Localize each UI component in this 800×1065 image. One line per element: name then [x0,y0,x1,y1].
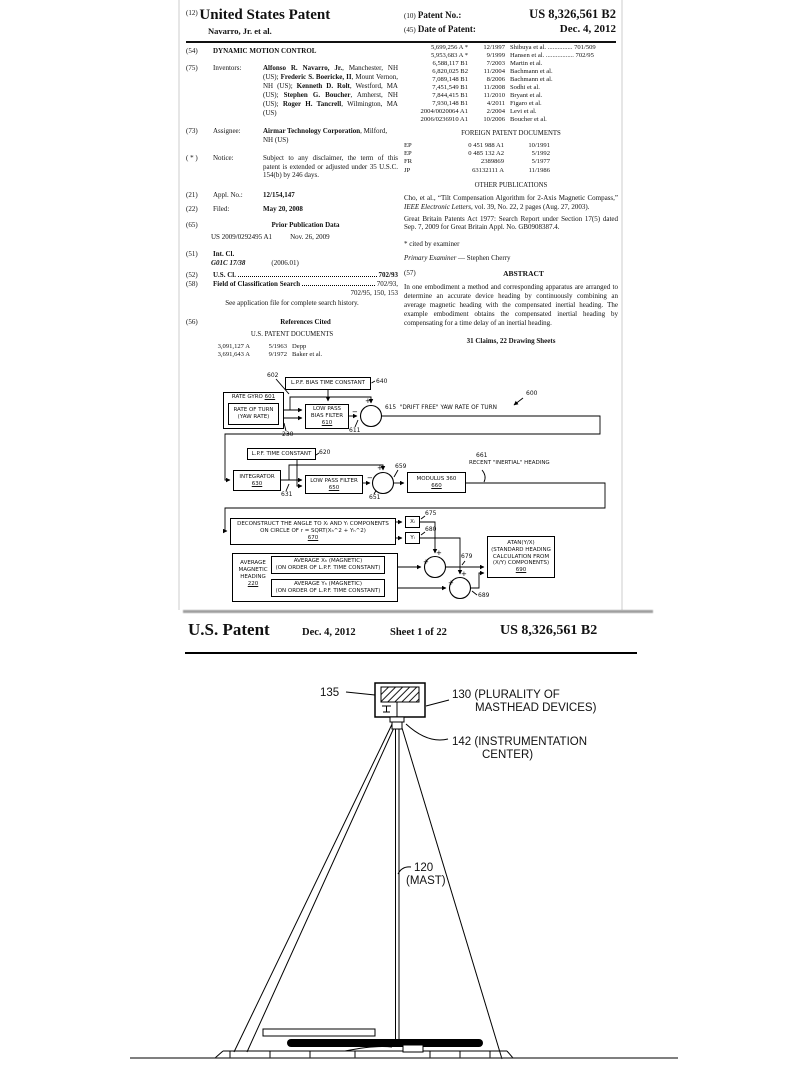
claims-line: 31 Claims, 22 Drawing Sheets [466,336,556,345]
foreign-heading: FOREIGN PATENT DOCUMENTS [461,130,561,138]
citation-row: 6,820,025 B2 11/2004 Bachmann et al. [432,68,553,76]
ref-661: 661 [476,452,488,459]
citation-row: 7,089,148 B1 8/2006 Bachmann et al. [432,76,553,84]
lpf-bias-time-constant-box: L.P.F. BIAS TIME CONSTANT [285,377,371,390]
ref-651: 651 [369,494,381,501]
svg-text:−: − [367,474,373,482]
ref-680: 680 [425,526,437,533]
header-right [404,6,616,37]
sailboat-drawing [130,655,680,1060]
prior-pub-heading: Prior Publication Data [271,221,340,230]
drift-free-label: 615 "DRIFT FREE" YAW RATE OF TURN [385,405,498,411]
notice-text: Subject to any disclaimer, the term of this patent is extended or adjusted under 35 U.S.C. 154(b) by 246 days. [263,153,398,180]
citation-row: 2006/0236910 A1 10/2006 Boucher et al. [420,116,547,124]
appl-no: 12/154,147 [263,191,295,200]
sheet-header-rule [185,652,637,654]
field-56: (56) [186,317,198,326]
field-12: (12) [186,9,198,17]
field-10: (10) [404,12,416,20]
rigging-stays [234,718,502,1059]
inventors-label: Inventors: [213,63,242,72]
foreign-row: EP 0 485 132 A2 5/1992 [404,150,550,158]
field-54: (54) [186,47,198,55]
ref-631: 631 [281,491,293,498]
cited-by-examiner-note: * cited by examiner [404,240,460,249]
citation-row: 7,930,148 B1 4/2011 Figaro et al. [432,100,542,108]
boom-solid [287,1039,483,1047]
ref-640: 640 [376,378,388,385]
citation-row: 5,953,683 A * 9/1999 Hansen et al. ................. 702/95 [430,52,594,60]
inventors-list: Alfonso R. Navarro, Jr., Manchester, NH (US); Frederic S. Boericke, II, Mount Vernon, NH (US); Kenneth D. Rolt, Westford, MA (US); Stephen G. Boucher, Amherst, NH (US); Roger H. Tancrell, Wilmington, MA (US) [263,63,398,117]
patent-number: US 8,326,561 B2 [529,7,616,21]
svg-text:+: + [436,549,442,557]
yi-box: Yᵢ [405,532,420,544]
intcl-version: (2006.01) [271,259,299,268]
other-pubs-heading: OTHER PUBLICATIONS [474,181,548,189]
usdocs-list-right [404,44,618,124]
scan-edge-right [621,0,623,610]
ref-230: 230 [282,431,294,438]
field-75: (75) [186,63,198,72]
citation-row: 5,699,256 A * 12/1997 Shibuya et al. ............... 701/509 [430,44,596,51]
xi-box: Xᵢ [405,516,420,528]
dot-leader [302,285,375,286]
svg-text:+: + [365,397,371,405]
uscl-value: 702/93 [378,271,398,280]
field-73: (73) [186,126,198,135]
intcl-row [211,259,398,268]
citation-row: 3,691,643 A 9/1972 Baker et al. [217,350,323,358]
atan-box: ATAN(Y/X) (STANDARD HEADING CALCULATION FROM (X/Y) COMPONENTS) 690 [487,536,555,578]
assignee-label: Assignee: [213,126,241,135]
masthead-box [375,683,425,717]
appl-label: Appl. No.: [213,191,243,200]
other-pub-1: Cho, et al., “Tilt Compensation Algorithm for 2-Axis Magnetic Compass,” IEEE Electronic Letters, vol. 39, No. 22, 2 pages (Aug. 27, 2003). [404,193,618,211]
block-diagram-fig6 [185,372,620,612]
deck-curve [345,1047,392,1052]
lower-spreader-bar [263,1029,375,1036]
field-22: (22) [186,205,198,214]
other-pub-2: Great Britain Patents Act 1977: Search Report under Section 17(5) dated Sep. 7, 2009 for Great Britain Appl. No. GB0908387.4. [404,214,618,232]
citation-row: 7,451,549 B1 11/2008 Sodhi et al. [432,84,540,92]
svg-text:+: + [448,579,454,587]
doc-type-title: United States Patent [199,7,331,23]
svg-text:+: + [423,558,429,566]
ref-602: 602 [267,372,279,379]
ref-679: 679 [461,553,473,560]
mast-lines [396,729,400,1047]
citation-row: 7,844,415 B1 11/2010 Bryant et al. [432,92,543,100]
ref-659: 659 [395,463,407,470]
sheet-header [180,614,640,654]
field-51: (51) [186,250,198,259]
field-57: (57) [404,269,416,278]
average-magnetic-heading-label: AVERAGE MAGNETIC HEADING 220 [238,560,268,587]
modulus-360-box: MODULUS 360 660 [407,472,466,493]
header-left [186,6,330,37]
label-130-line2: MASTHEAD DEVICES) [475,702,597,714]
abstract-text: In one embodiment a method and corresponding apparatus are arranged to determine an accurate device heading by continuously combining an average magnetic heading with the compensated inertial heading. The example embodiment obtains the compensated inertial heading by compensating for a time delay of an inertial heading. [404,282,618,327]
primary-examiner: Primary Examiner — Stephen Cherry [404,254,511,263]
label-120: 120 [414,862,434,874]
notice-label: Notice: [213,153,234,162]
svg-text:−: − [352,408,358,416]
patent-no-label: Patent No.: [417,10,462,20]
field-notice: ( * ) [186,153,198,162]
uscl-label: U.S. Cl. [213,271,236,280]
foc-value: 702/93, [376,280,398,289]
prior-pub-no: US 2009/0292495 A1 [211,233,273,242]
assignee-value: Airmar Technology Corporation, Milford, NH (US) [263,126,388,144]
low-pass-bias-filter-box: LOW PASS BIAS FILTER 610 [305,404,349,429]
front-page-header [186,6,616,43]
deck-box [403,1045,423,1052]
citation-row: 6,588,117 B1 7/2003 Martin et al. [432,60,543,68]
deconstruct-angle-box: DECONSTRUCT THE ANGLE TO Xᵢ AND Yᵢ COMPONENTS ON CIRCLE OF r = SQRT(Xₕ^2 + Yₕ^2) 670 [230,518,396,545]
svg-text:+: + [461,570,467,578]
field-45: (45) [404,26,416,34]
front-right-column [404,44,618,346]
foreign-row: EP 0 451 988 A1 10/1991 [404,142,550,149]
average-xh-box: AVERAGE Xₕ (MAGNETIC) (ON ORDER OF L.P.F. TIME CONSTANT) [271,556,385,574]
dot-leader [238,276,377,277]
masthead-hatched-device [381,687,419,702]
recent-inertial-heading-label: RECENT "INERTIAL" HEADING [469,460,550,466]
foc-label: Field of Classification Search [213,280,301,289]
date-of-patent-label: Date of Patent: [417,24,476,34]
label-135: 135 [320,687,340,699]
prior-pub-row [211,233,398,242]
average-yh-box: AVERAGE Yₕ (MAGNETIC) (ON ORDER OF L.P.F. TIME CONSTANT) [271,579,385,597]
integrator-box: INTEGRATOR 630 [233,470,281,491]
label-120-mast: (MAST) [406,875,446,887]
label-142-line1: 142 (INSTRUMENTATION [452,736,588,748]
front-left-column [186,47,398,359]
sheet-patent-no: US 8,326,561 B2 [500,623,598,638]
field-58: (58) [186,280,198,289]
ref-600: 600 [526,390,538,397]
svg-text:+: + [377,464,383,472]
foreign-list [404,142,618,175]
lpf-time-constant-box: L.P.F. TIME CONSTANT [247,448,316,460]
refs-heading: References Cited [280,317,331,326]
foc-value2: 702/95, 150, 153 [350,289,398,298]
field-52: (52) [186,271,198,280]
ref-611: 611 [349,427,361,434]
field-21: (21) [186,191,198,200]
low-pass-filter-box: LOW PASS FILTER 650 [305,475,363,494]
prior-pub-date: Nov. 26, 2009 [290,233,330,242]
usdocs-heading: U.S. PATENT DOCUMENTS [250,330,334,338]
sheet-number: Sheet 1 of 22 [390,627,447,638]
inventor-short: Navarro, Jr. et al. [208,26,272,37]
label-130-line1: 130 (PLURALITY OF [452,689,560,701]
sailboat-figure [130,655,680,1060]
filed-date: May 20, 2008 [263,205,303,214]
abstract-heading: ABSTRACT [503,269,544,279]
invention-title: DYNAMIC MOTION CONTROL [213,47,317,55]
citation-row: 2004/0020064 A1 2/2004 Levi et al. [420,108,537,116]
rate-of-turn-box: RATE OF TURN (YAW RATE) [228,403,279,425]
filed-label: Filed: [213,205,230,214]
intcl-code: G01C 17/38 [211,259,246,268]
label-142-line2: CENTER) [482,749,534,761]
sheet-us-patent: U.S. Patent [188,620,270,639]
rate-gyro-title: RATE GYRO 601 [231,394,276,400]
ref-620: 620 [319,449,331,456]
date-of-patent: Dec. 4, 2012 [559,23,616,35]
sheet-date: Dec. 4, 2012 [302,627,356,638]
field-65: (65) [186,221,198,230]
ref-689: 689 [478,592,490,599]
usdocs-list-left [186,343,398,359]
foreign-row: JP 63132111 A 11/1986 [404,166,550,174]
intcl-label: Int. Cl. [213,250,235,259]
ref-675: 675 [425,510,437,517]
foreign-row: FR 2389869 5/1977 [404,158,550,166]
citation-row: 3,091,127 A 5/1963 Depp [217,342,307,350]
foc-note: See application file for complete search history. [225,299,359,308]
instrumentation-center-mount [390,717,404,729]
